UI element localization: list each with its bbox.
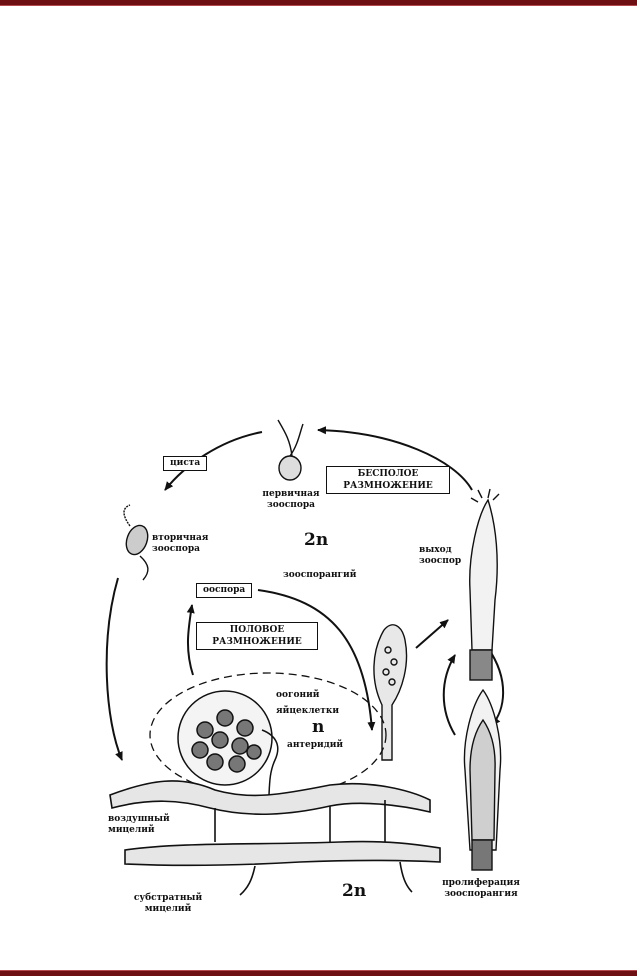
ploidy-diploid-top: 2n (304, 530, 329, 550)
secondary-zoospore-drawing (122, 505, 151, 580)
sexual-reproduction-box: ПОЛОВОЕ РАЗМНОЖЕНИЕ (196, 622, 318, 650)
cyst-label: циста (163, 456, 207, 471)
aerial-mycelium-label: воздушный мицелий (108, 814, 170, 835)
bottom-rule (0, 970, 637, 976)
asexual-reproduction-box: БЕСПОЛОЕ РАЗМНОЖЕНИЕ (326, 466, 450, 494)
zoospore-release-label: выход зооспор (419, 545, 462, 566)
substrate-mycelium-label: субстратный мицелий (133, 893, 203, 914)
zoosporangium-drawing (374, 625, 407, 760)
arrow-secondary-to-mycelium (107, 578, 122, 760)
arrow-sporangium-to-release (416, 620, 448, 648)
oogonium-label: оогоний (276, 690, 320, 700)
arrow-proliferation-up (444, 655, 455, 735)
secondary-zoospore-label: вторичная зооспора (152, 533, 209, 554)
mycelium-drawing (110, 781, 440, 895)
arrow-mycelium-to-oospore (188, 605, 193, 675)
zoosporangium-label: зооспорангий (283, 570, 357, 580)
ploidy-diploid-bottom: 2n (342, 881, 367, 901)
antheridium-label: антеридий (287, 740, 344, 750)
zoospore-release-drawing (470, 489, 499, 680)
proliferation-label: пролиферация зооспорангия (442, 878, 520, 899)
primary-zoospore-label: первичная зооспора (262, 489, 320, 510)
egg-cells-label: яйцеклетки (276, 706, 340, 716)
ploidy-haploid: n (312, 717, 325, 737)
primary-zoospore-drawing (278, 420, 303, 480)
proliferation-drawing (464, 690, 500, 870)
oospore-label: ооспора (196, 583, 252, 598)
